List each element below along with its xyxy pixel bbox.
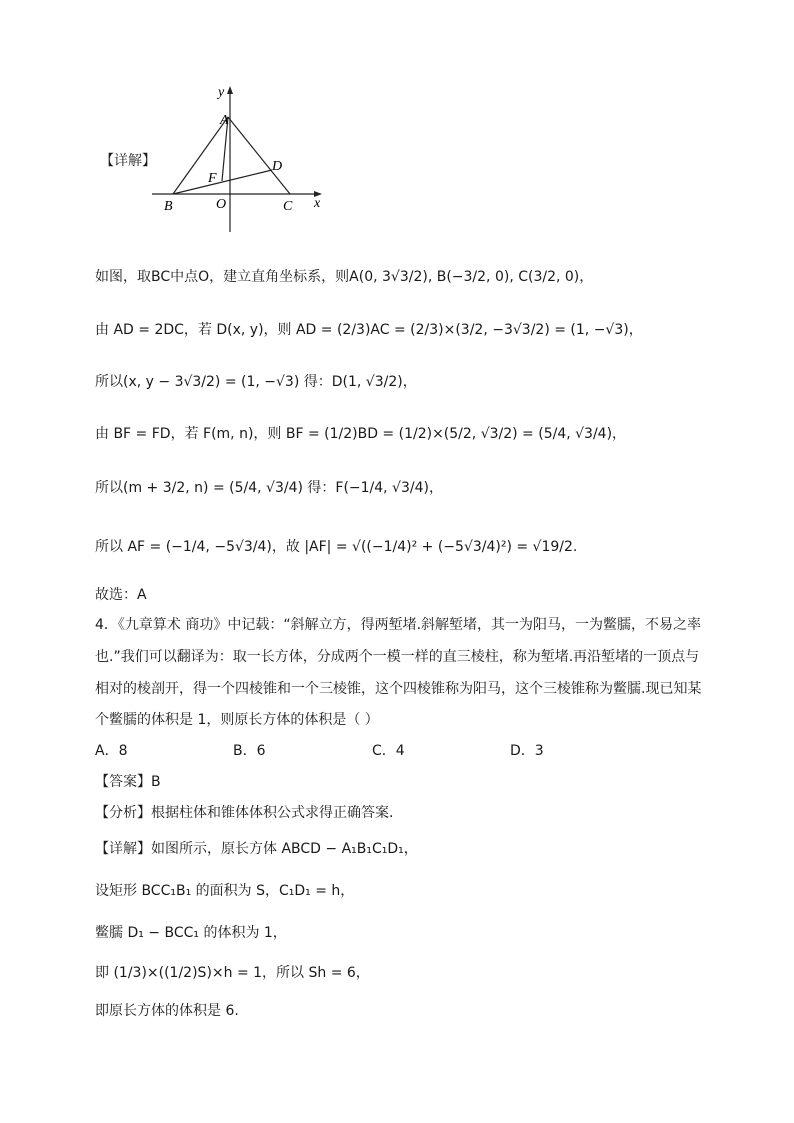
analysis-text: 根据柱体和锥体体积公式求得正确答案. (151, 805, 394, 821)
label-D: D (272, 159, 283, 174)
solution-line-6: 所以 AF = (−1/4, −5√3/4)，故 |AF| = √((−1/4)² + (−5√3/4)²) = √19/2. (95, 539, 578, 555)
option-b: B．6 (233, 743, 266, 759)
label-A: A (220, 113, 229, 128)
option-d: D．3 (510, 743, 544, 759)
analysis-line (95, 802, 393, 822)
solution-line-3: 所以(x, y − 3√3/2) = (1, −√3) 得：D(1, √3/2)， (95, 374, 417, 390)
detail-line-4: 即 (1/3)×((1/2)S)×h = 1，所以 Sh = 6， (95, 965, 370, 981)
coordinate-figure (140, 82, 340, 237)
label-C: C (283, 199, 293, 214)
detail-line (95, 838, 418, 858)
detail-line-2: 设矩形 BCC₁B₁ 的面积为 S，C₁D₁ = h， (95, 883, 355, 899)
detail-tag-2: 【详解】 (95, 841, 151, 857)
question-line-1: 4．《九章算术 商功》中记载：“斜解立方，得两堑堵.斜解堑堵，其一为阳马，一为鳖臑，不易之率 (95, 617, 702, 633)
label-O: O (216, 197, 227, 212)
solution-line-2: 由 AD = 2DC，若 D(x, y)，则 AD = (2/3)AC = (2/3)×(3/2, −3√3/2) = (1, −√3)， (95, 322, 643, 338)
question-line-2: 也.”我们可以翻译为：取一长方体，分成两个一模一样的直三棱柱，称为堑堵.再沿堑堵的一顶点与 (95, 649, 700, 665)
solution-line-1: 如图，取BC中点O，建立直角坐标系，则A(0, 3√3/2), B(−3/2, 0), C(3/2, 0)， (95, 269, 594, 285)
label-B: B (164, 199, 173, 214)
detail-line-5: 即原长方体的体积是 6. (95, 1003, 239, 1019)
question-line-3: 相对的棱剖开，得一个四棱锥和一个三棱锥，这个四棱锥称为阳马，这个三棱锥称为鳖臑.现已知某 (95, 681, 702, 697)
solution-line-4: 由 BF = FD，若 F(m, n)，则 BF = (1/2)BD = (1/2)×(5/2, √3/2) = (5/4, √3/4)， (95, 426, 627, 442)
label-y: y (218, 85, 225, 100)
solution-line-5: 所以(m + 3/2, n) = (5/4, √3/4) 得：F(−1/4, √3/4)， (95, 480, 443, 496)
label-F: F (208, 171, 217, 186)
analysis-tag: 【分析】 (95, 805, 151, 821)
option-a: A．8 (95, 743, 128, 759)
question-line-4: 个鳖臑的体积是 1，则原长方体的体积是（ ） (95, 712, 379, 728)
detail-text-1: 如图所示，原长方体 ABCD − A₁B₁C₁D₁， (151, 841, 418, 857)
detail-tag: 【详解】 (100, 153, 156, 169)
solution-choice: 故选：A (95, 587, 147, 603)
label-x: x (314, 196, 321, 211)
detail-line-3: 鳖臑 D₁ − BCC₁ 的体积为 1， (95, 925, 287, 941)
answer-line: 【答案】B (95, 774, 161, 790)
option-c: C．4 (372, 743, 405, 759)
